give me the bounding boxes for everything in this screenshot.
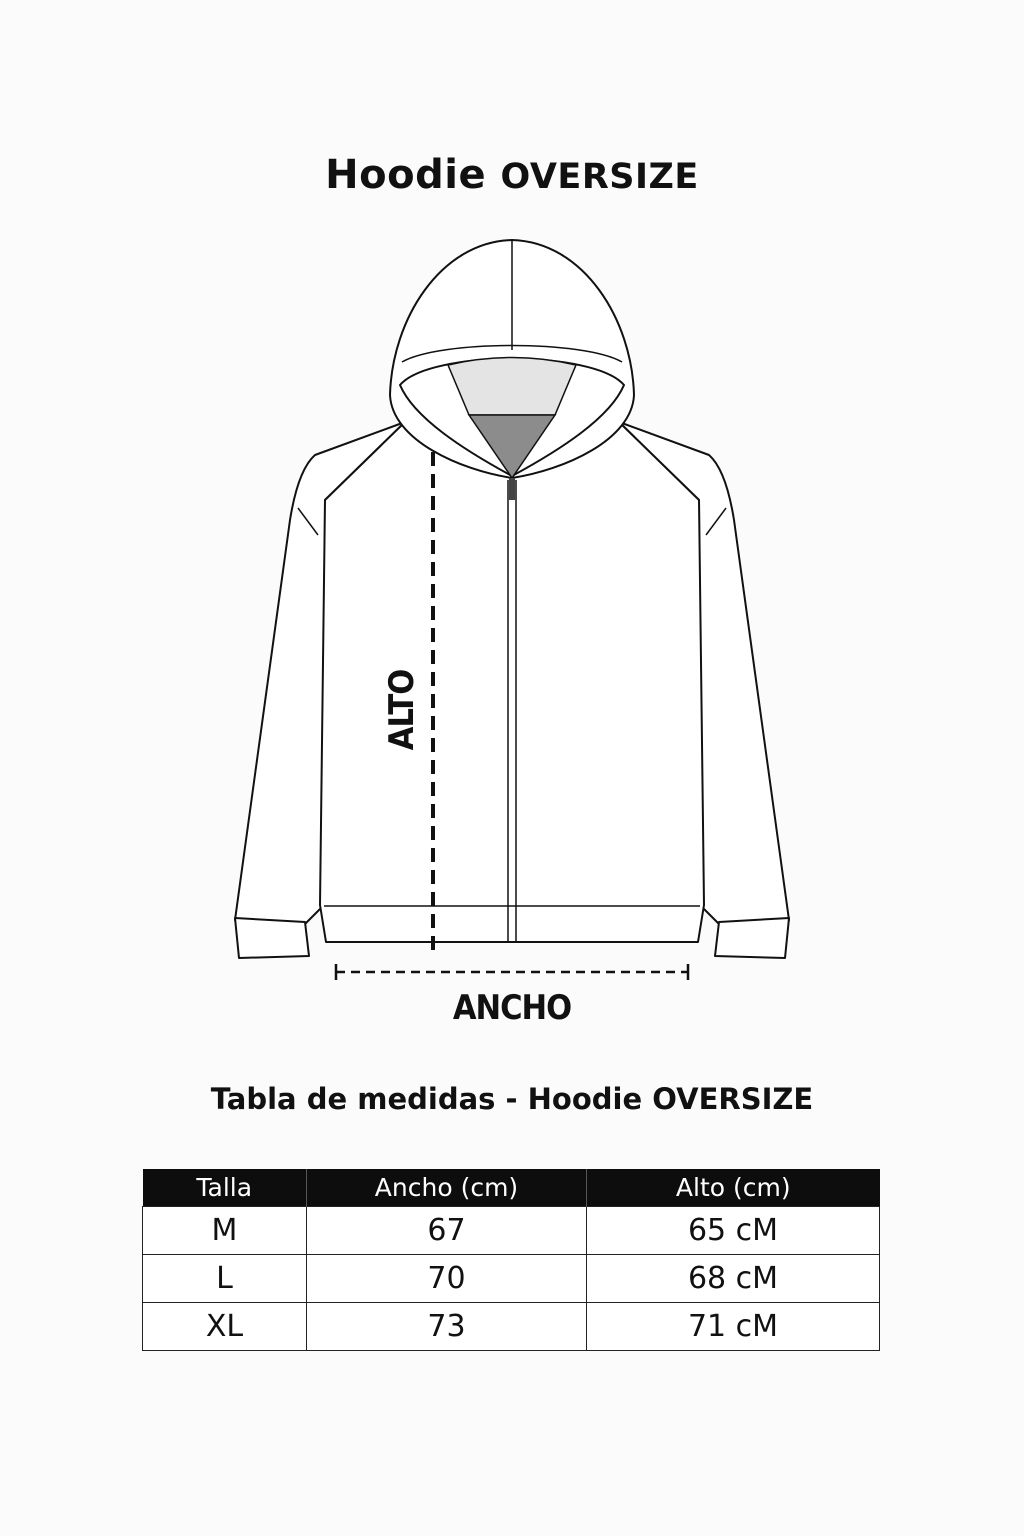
- title-caps: OVERSIZE: [500, 157, 699, 197]
- cell-talla: L: [143, 1255, 307, 1303]
- table-row: [143, 1207, 880, 1255]
- zipper-pull: [509, 478, 515, 500]
- cell-alto: 71 cM: [587, 1303, 880, 1351]
- right-cuff: [715, 918, 789, 958]
- table-title-main: Tabla de medidas - Hoodie: [210, 1082, 643, 1116]
- cell-talla: M: [143, 1207, 307, 1255]
- title-main: Hoodie: [325, 152, 487, 198]
- table-row: [143, 1303, 880, 1351]
- cell-ancho: 67: [307, 1207, 587, 1255]
- table-header-row: [143, 1169, 880, 1207]
- header-talla: Talla: [143, 1169, 307, 1207]
- table-title: [0, 1082, 1024, 1116]
- table-title-caps: OVERSIZE: [652, 1082, 814, 1116]
- header-ancho: Ancho (cm): [307, 1169, 587, 1207]
- alto-label: ALTO: [382, 669, 422, 751]
- left-cuff: [235, 918, 309, 958]
- size-table: [142, 1169, 880, 1351]
- header-alto: Alto (cm): [587, 1169, 880, 1207]
- cell-talla: XL: [143, 1303, 307, 1351]
- ancho-label: ANCHO: [452, 988, 572, 1028]
- cell-alto: 68 cM: [587, 1255, 880, 1303]
- table-row: [143, 1255, 880, 1303]
- cell-alto: 65 cM: [587, 1207, 880, 1255]
- cell-ancho: 73: [307, 1303, 587, 1351]
- cell-ancho: 70: [307, 1255, 587, 1303]
